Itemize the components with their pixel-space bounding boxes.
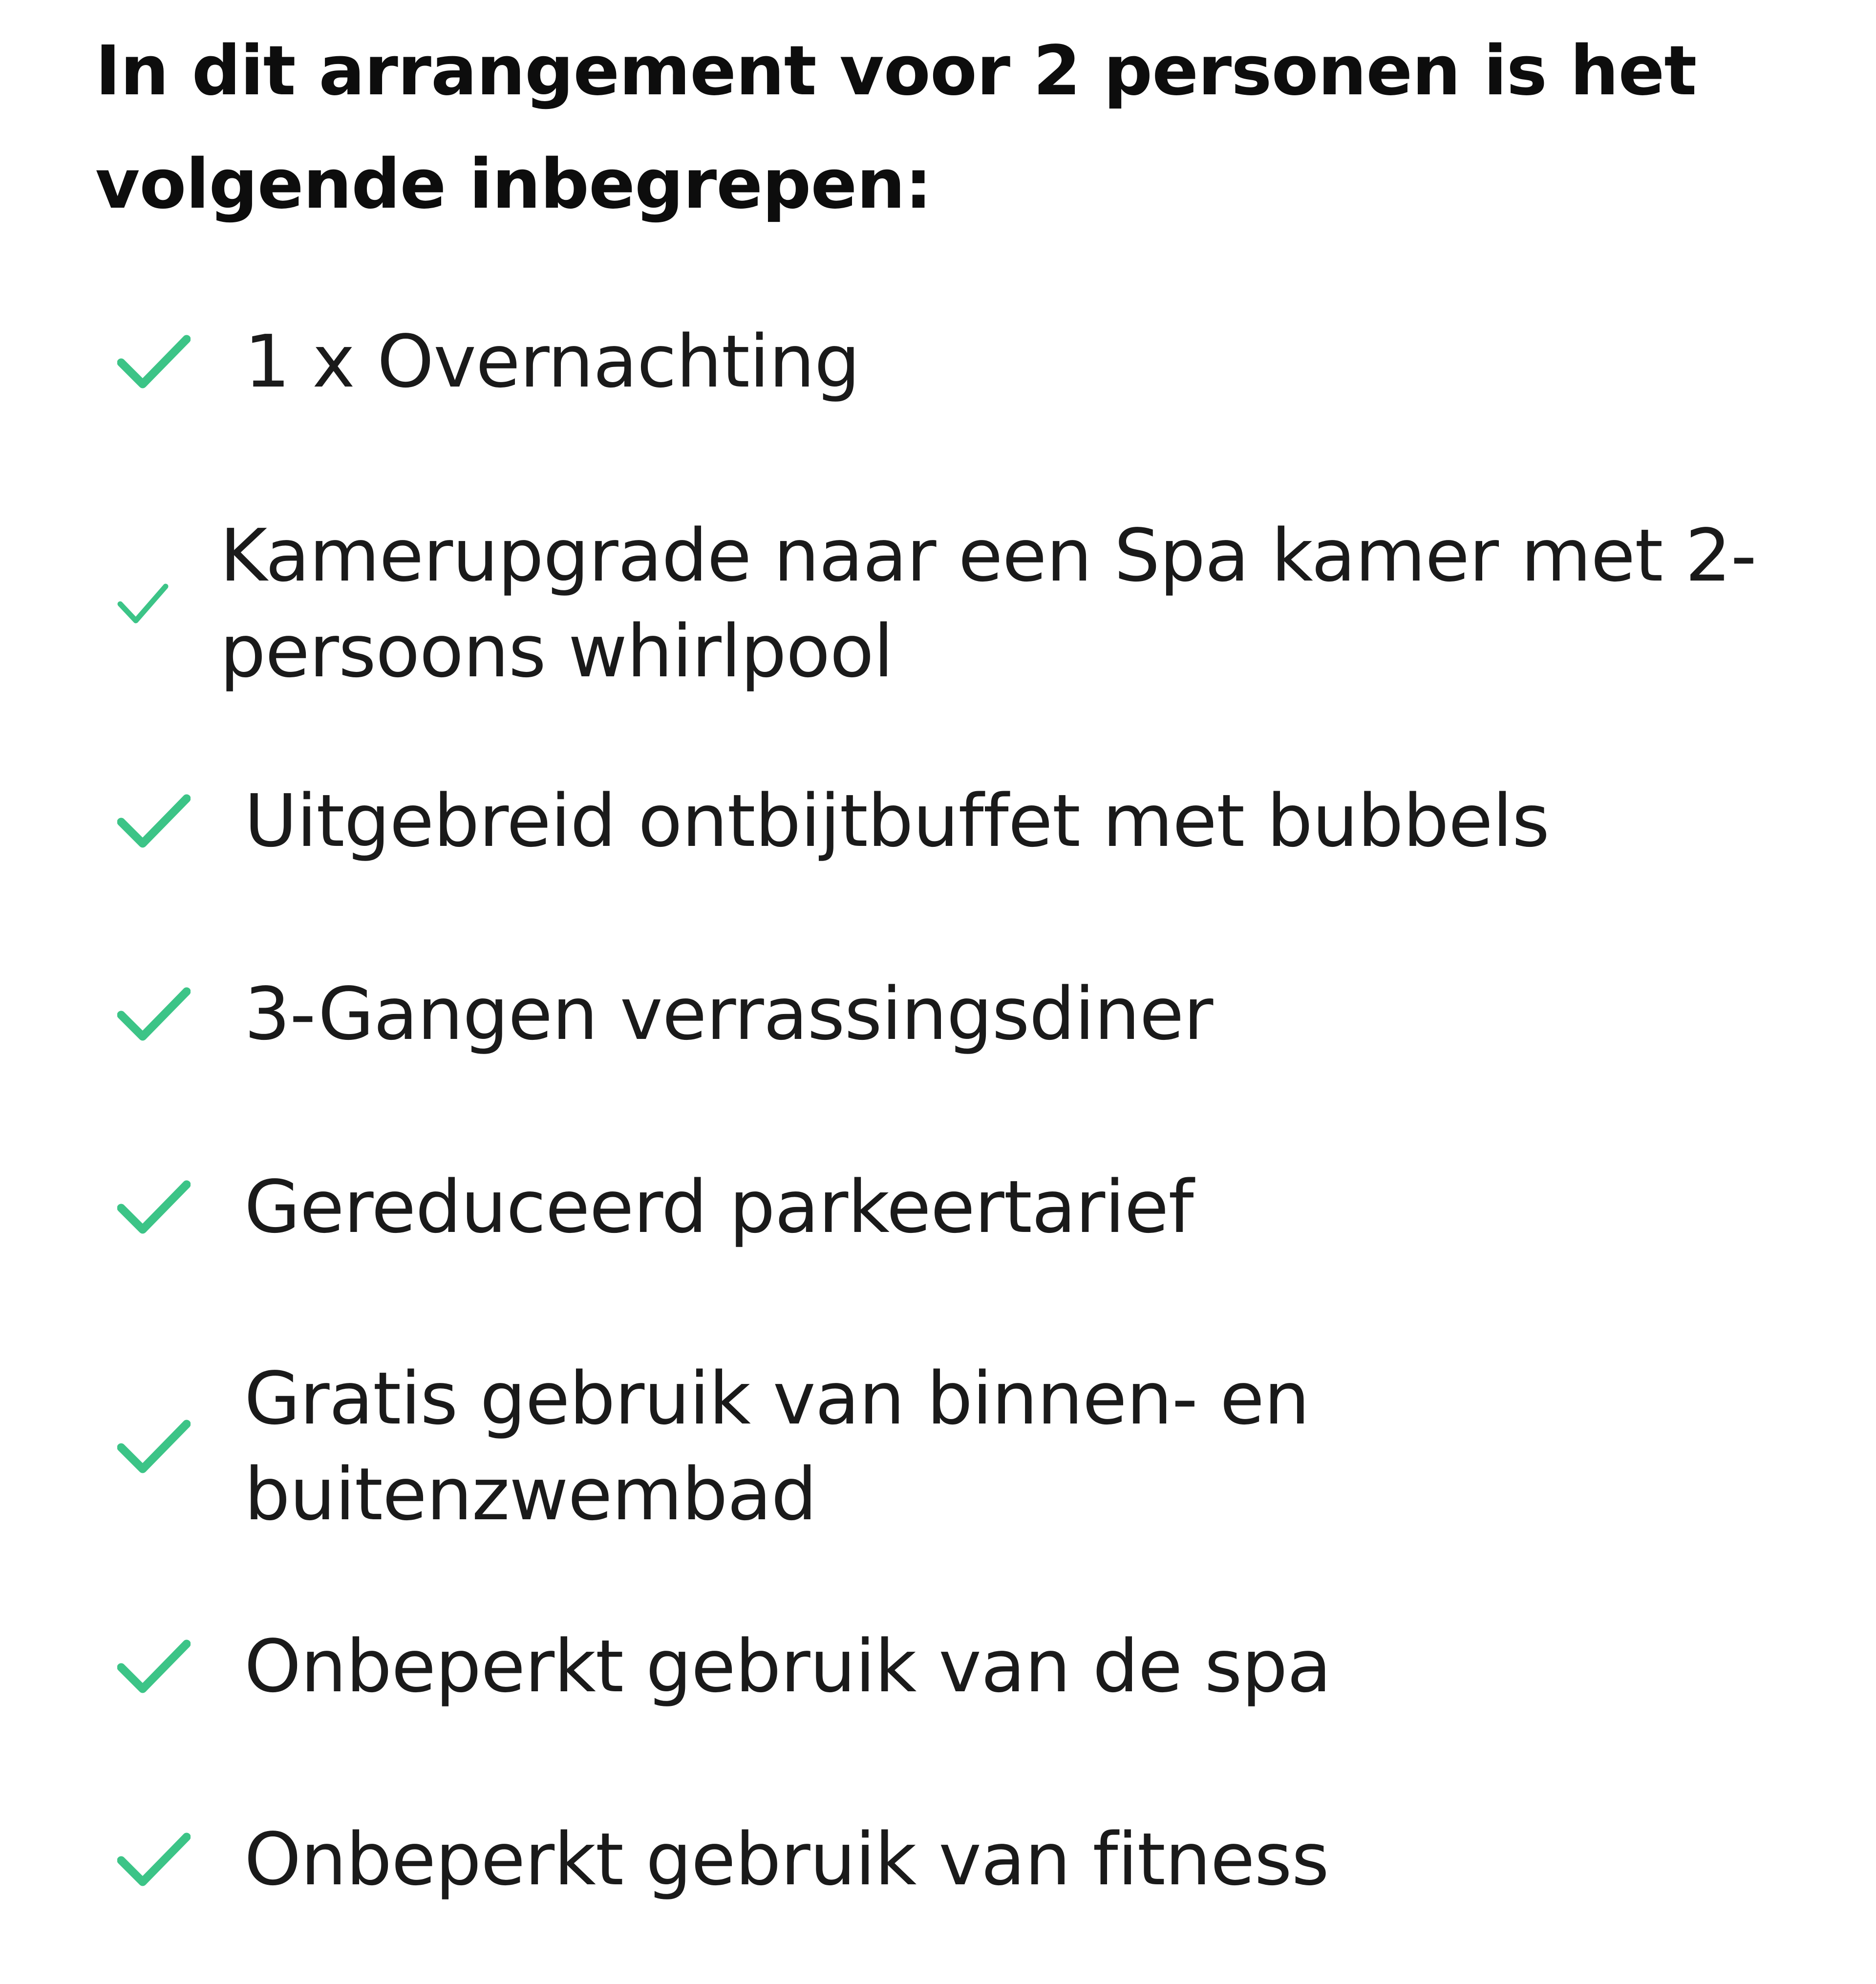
list-item: [117, 1349, 1827, 1544]
list-item: [117, 1158, 1827, 1256]
list-item-label: Onbeperkt gebruik van fitness: [244, 1817, 1329, 1901]
check-icon: [117, 1830, 191, 1889]
list-item: [117, 1617, 1827, 1715]
check-icon: [117, 1178, 191, 1236]
list-item-label: Uitgebreid ontbijtbuffet met bubbels: [244, 779, 1550, 863]
check-icon: [117, 792, 191, 850]
list-item-label: Onbeperkt gebruik van de spa: [244, 1624, 1331, 1708]
list-item-label: Kamerupgrade naar een Spa kamer met 2-persoons whirlpool: [220, 514, 1756, 693]
check-icon: [117, 332, 191, 391]
list-item: [117, 1811, 1827, 1908]
check-icon: [117, 582, 169, 625]
list-item-label: 1 x Overnachting: [244, 320, 860, 404]
list-item: [117, 313, 1827, 410]
list-item: [117, 506, 1827, 701]
list-item-label: Gratis gebruik van binnen- en buitenzwembad: [244, 1357, 1309, 1536]
list-item-label: Gereduceerd parkeertarief: [244, 1165, 1194, 1249]
list-item: [117, 965, 1827, 1063]
list-item: [117, 772, 1827, 870]
list-item-label: 3-Gangen verrassingsdiner: [244, 972, 1213, 1056]
inclusions-heading: In dit arrangement voor 2 personen is het volgende inbegrepen:: [95, 31, 1697, 224]
check-icon: [117, 985, 191, 1043]
check-icon: [117, 1417, 191, 1476]
check-icon: [117, 1637, 191, 1696]
